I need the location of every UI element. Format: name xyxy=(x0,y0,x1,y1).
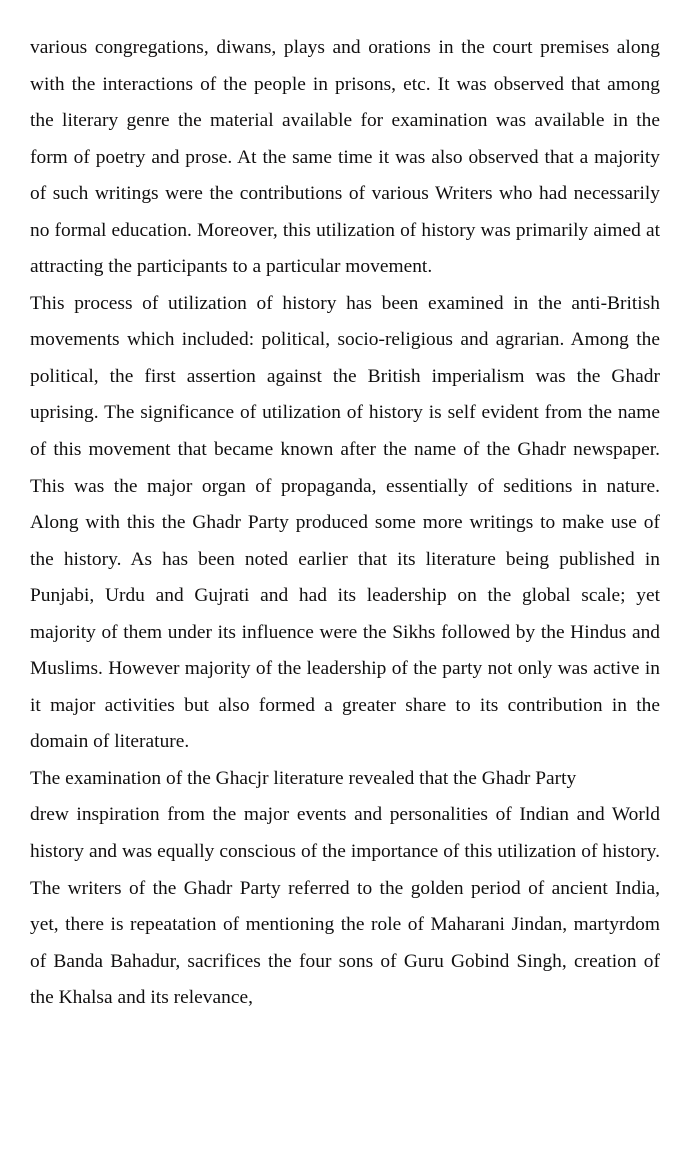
paragraph-3-first-line: The examination of the Ghacjr literature revealed that the Ghadr Party xyxy=(30,767,577,789)
paragraph-3-continuation: drew inspiration from the major events and personalities of Indian and World history and was equally conscious of the importance of this utilization of history. The writers of the Ghadr Party referred to the golden period of ancient India, yet, there is repeatation of mentioning the role of Maharani Jindan, martyrdom of Banda Bahadur, sacrifices the four sons of Guru Gobind Singh, creation of the Khalsa and its relevance, xyxy=(30,804,660,1009)
paragraph-1: various congregations, diwans, plays and orations in the court premises along with the interactions of the people in prisons, etc. It was observed that among the literary genre the material available for examination was available in the form of poetry and prose. At the same time it was also observed that a majority of such writings were the contributions of various Writers who had necessarily no formal education. Moreover, this utilization of history was primarily aimed at attracting the participants to a particular movement. xyxy=(30,37,660,278)
body-text-block xyxy=(30,30,660,1017)
paragraph-2: This process of utilization of history has been examined in the anti-British movements which included: political, socio-religious and agrarian. Among the political, the first assertion against the British imperialism was the Ghadr uprising. The significance of utilization of history is self evident from the name of this movement that became known after the name of the Ghadr newspaper. This was the major organ of propaganda, essentially of seditions in nature. Along with this the Ghadr Party produced some more writings to make use of the history. As has been noted earlier that its literature being published in Punjabi, Urdu and Gujrati and had its leadership on the global scale; yet majority of them under its influence were the Sikhs followed by the Hindus and Muslims. However majority of the leadership of the party not only was active in it major activities but also formed a greater share to its contribution in the domain of literature. xyxy=(30,292,660,753)
